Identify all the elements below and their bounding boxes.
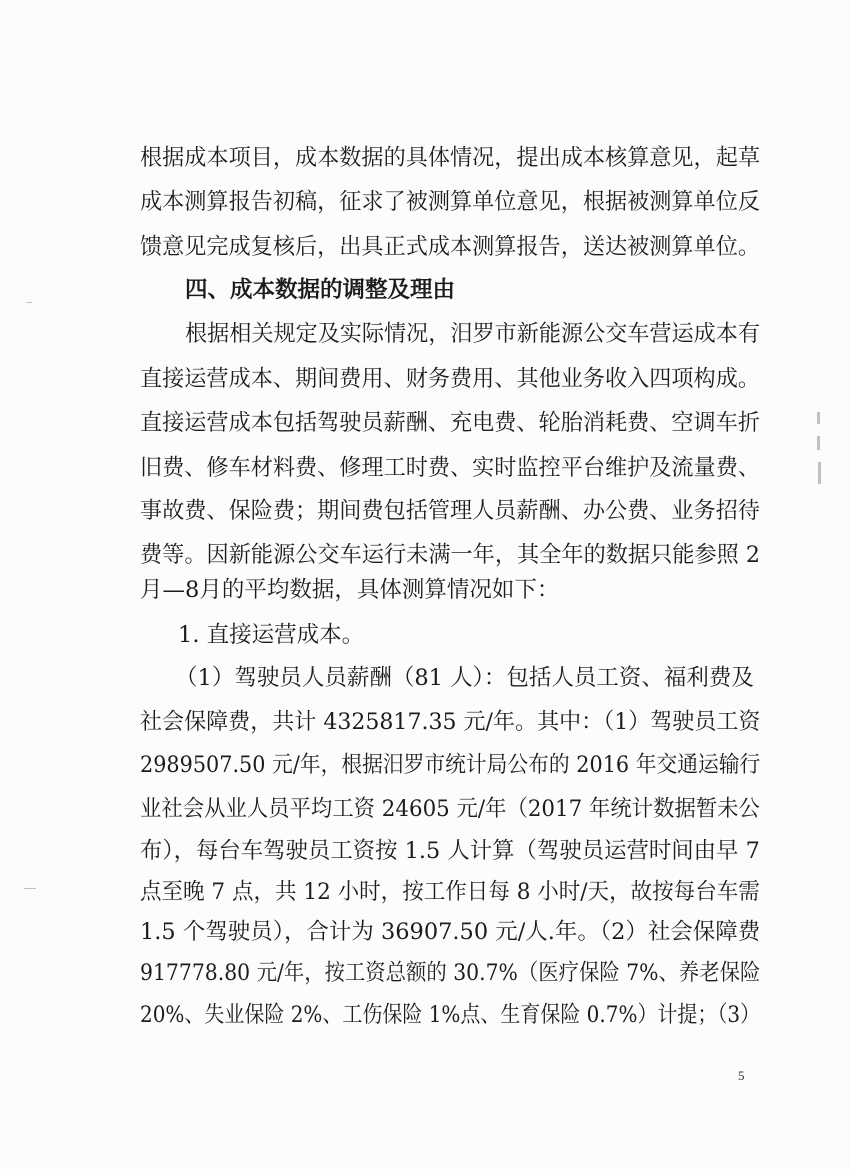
body-line: 根据相关规定及实际情况，汨罗市新能源公交车营运成本有 <box>185 321 761 347</box>
section-heading: 四、成本数据的调整及理由 <box>185 277 456 303</box>
body-line: 费等。因新能源公交车运行未满一年，其全年的数据只能参照 2 <box>140 542 760 568</box>
body-line: 直接运营成本包括驾驶员薪酬、充电费、轮胎消耗费、空调车折 <box>140 410 760 436</box>
body-line: 直接运营成本、期间费用、财务费用、其他业务收入四项构成。 <box>140 366 760 392</box>
body-line: 成本测算报告初稿，征求了被测算单位意见，根据被测算单位反 <box>140 189 760 215</box>
page-number: 5 <box>738 1068 745 1083</box>
body-line: 业社会从业人员平均工资 24605 元/年（2017 年统计数据暂未公 <box>140 796 760 822</box>
body-line: 社会保障费，共计 4325817.35 元/年。其中：（1）驾驶员工资 <box>140 709 761 735</box>
body-line: （1）驾驶员人员薪酬（81 人）：包括人员工资、福利费及 <box>175 665 754 691</box>
body-line: 根据成本项目，成本数据的具体情况，提出成本核算意见，起草 <box>140 145 760 171</box>
scan-mark-right <box>817 436 820 450</box>
body-line: 1.5 个驾驶员），合计为 36907.50 元/人.年。（2）社会保障费 <box>140 919 761 945</box>
body-line: 917778.80 元/年，按工资总额的 30.7%（医疗保险 7%、养老保险 <box>140 960 761 986</box>
body-line: 布），每台车驾驶员工资按 1.5 人计算（驾驶员运营时间由早 7 <box>140 838 760 864</box>
body-line: 20%、失业保险 2%、工伤保险 1%点、生育保险 0.7%）计提；（3） <box>140 1002 761 1028</box>
scan-mark-left <box>26 302 32 303</box>
body-line: 馈意见完成复核后，出具正式成本测算报告，送达被测算单位。 <box>140 234 760 260</box>
body-line: 2989507.50 元/年，根据汨罗市统计局公布的 2016 年交通运输行 <box>140 752 761 778</box>
scan-mark-right <box>817 412 820 424</box>
scan-mark-right <box>818 462 821 484</box>
body-line: 月—8月的平均数据，具体测算情况如下： <box>140 577 560 603</box>
body-line: 事故费、保险费；期间费包括管理人员薪酬、办公费、业务招待 <box>140 498 760 524</box>
body-line: 旧费、修车材料费、修理工时费、实时监控平台维护及流量费、 <box>140 455 760 481</box>
scan-mark-left <box>24 888 36 889</box>
subsection-heading: 1. 直接运营成本。 <box>178 622 365 648</box>
body-line: 点至晚 7 点，共 12 小时，按工作日每 8 小时/天，故按每台车需 <box>140 879 760 905</box>
